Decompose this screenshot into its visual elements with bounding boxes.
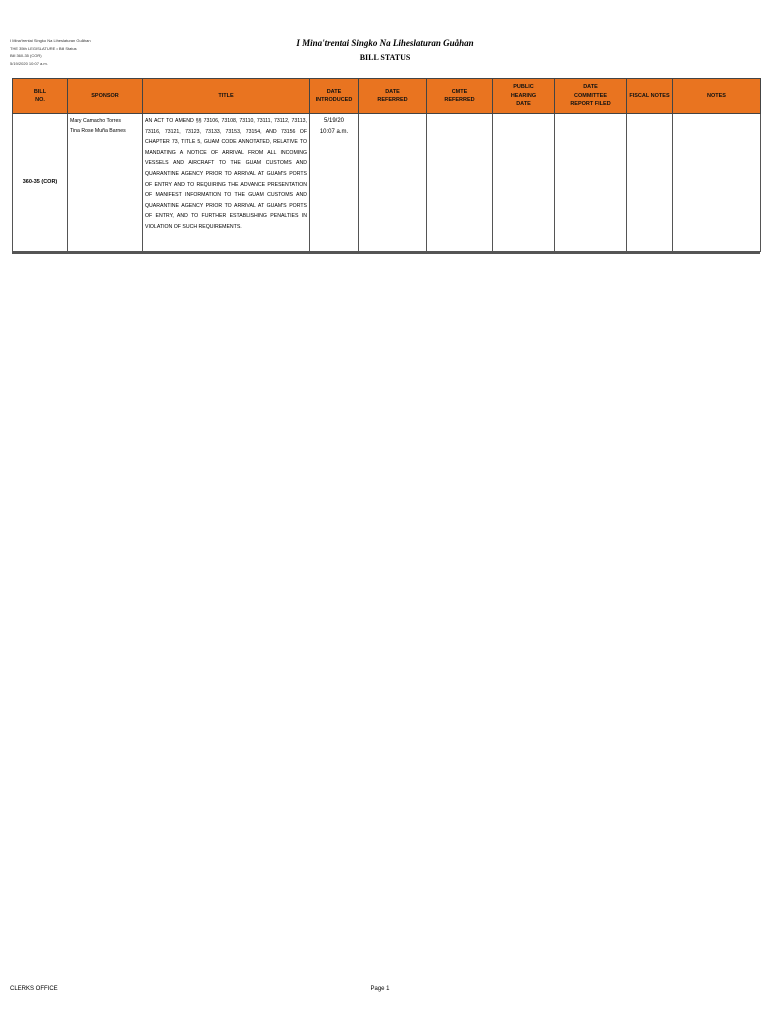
- header-line: NO.: [35, 97, 45, 103]
- bill-title-cell: AN ACT TO AMEND §§ 73106, 73108, 73110, 73111, 73112, 73113, 73116, 73121, 73123, 73133, 73153, 73154, AND 73156 OF CHAPTER 73, TITLE 5, GUAM CODE ANNOTATED, RELATIVE TO MANDATING A NOTICE OF ARRIVAL FROM ALL INCOMING VESSELS AND AIRCRAFT TO THE GUAM CUSTOMS AND QUARANTINE AGENCY PRIOR TO ARRIVAL AT GUAM'S PORTS OF ENTRY AND TO REQUIRING THE ADVANCE PRESENTATION OF MANIFEST INFORMATION TO THE GUAM CUSTOMS AND QUARANTINE AGENCY PRIOR TO ARRIVAL AT GUAM'S PORTS OF ENTRY, AND TO FURTHER ESTABLISHING PENALTIES IN VIOLATION OF SUCH REQUIREMENTS.: [143, 114, 310, 252]
- cmte-referred-cell: [427, 114, 493, 252]
- sponsor-name: Mary Camacho Torres: [70, 118, 121, 124]
- sponsor-name: Tina Rose Muña Barnes: [70, 128, 126, 134]
- col-cmte-referred: [427, 79, 493, 114]
- header-line: COMMITTEE: [574, 92, 607, 99]
- header-line: REFERRED: [444, 97, 475, 103]
- footer-office: CLERKS OFFICE: [10, 986, 58, 992]
- col-date-introduced: [310, 79, 359, 114]
- header-line: DATE: [385, 88, 400, 95]
- fiscal-notes-cell: [627, 114, 673, 252]
- meta-line: THE 35th LEGISLATURE • Bill Status: [10, 45, 77, 51]
- col-date-referred: [359, 79, 427, 114]
- page-title: BILL STATUS: [359, 53, 411, 62]
- header-line: REFERRED: [377, 97, 408, 103]
- bill-status-table: [12, 78, 761, 252]
- table-bottom-rule: [12, 252, 760, 254]
- public-hearing-cell: [493, 114, 555, 252]
- notes-cell: [673, 114, 761, 252]
- meta-line: 5/19/2020 10:07 a.m.: [10, 60, 48, 66]
- legislature-title: I Mina'trentai Singko Na Liheslaturan Guåhan: [296, 38, 474, 48]
- header-line: CMTE: [451, 88, 468, 95]
- col-bill-no: [13, 79, 68, 114]
- header-line: INTRODUCED: [315, 97, 353, 103]
- header-line: REPORT FILED: [570, 101, 611, 108]
- footer-page-number: Page 1: [370, 986, 390, 992]
- date-introduced-date: 5/19/20: [323, 118, 345, 124]
- col-committee-report: [555, 79, 627, 114]
- header-line: DATE: [583, 84, 598, 91]
- committee-report-cell: [555, 114, 627, 252]
- meta-line: Bill 360-35 (COR): [10, 53, 42, 58]
- sponsor-cell: [68, 114, 143, 252]
- col-sponsor: SPONSOR: [68, 79, 143, 114]
- date-introduced-time: 10:07 a.m.: [319, 129, 349, 135]
- header-line: HEARING: [510, 92, 537, 99]
- col-fiscal-notes: FISCAL NOTES: [627, 79, 673, 114]
- col-title: TITLE: [143, 79, 310, 114]
- header-line: BILL: [33, 88, 47, 95]
- col-public-hearing-date: [493, 79, 555, 114]
- bill-number-cell: 360-35 (COR): [13, 114, 68, 252]
- table-row: [13, 114, 761, 252]
- col-notes: NOTES: [673, 79, 761, 114]
- header-line: PUBLIC: [513, 84, 534, 91]
- meta-line: I Mina'trentai Singko Na Liheslaturan Guåhan: [10, 38, 91, 43]
- header-line: DATE: [326, 88, 342, 95]
- table-header-row: [13, 79, 761, 114]
- date-referred-cell: [359, 114, 427, 252]
- header-line: DATE: [516, 101, 531, 108]
- date-introduced-cell: [310, 114, 359, 252]
